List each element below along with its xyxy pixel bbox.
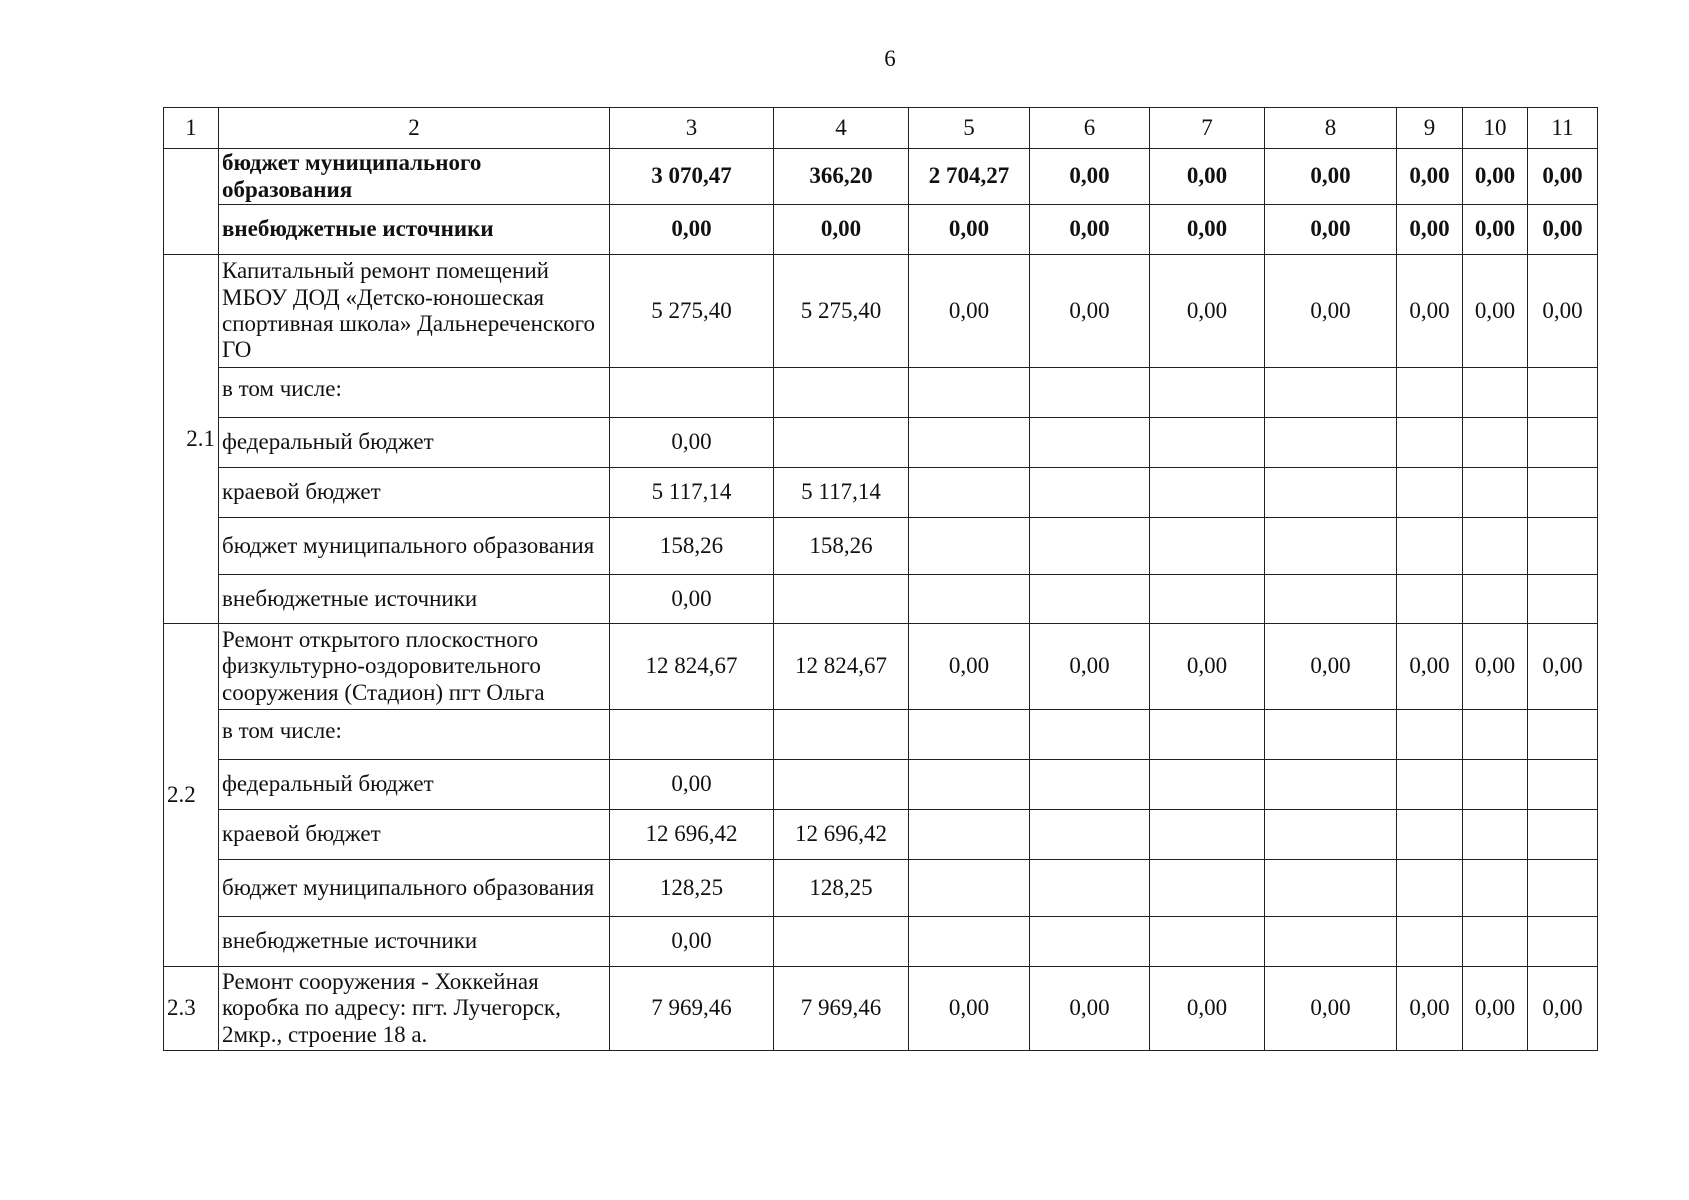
table-row	[164, 468, 1598, 518]
row-label: бюджет муниципального образования	[219, 149, 610, 205]
value-cell: 158,26	[610, 518, 774, 575]
header-cell: 5	[909, 108, 1030, 149]
row-label: внебюджетные источники	[219, 575, 610, 624]
value-cell: 0,00	[610, 418, 774, 468]
row-label: бюджет муниципального образования	[219, 518, 610, 575]
value-cell	[774, 760, 909, 810]
value-cell: 0,00	[909, 624, 1030, 710]
value-cell	[610, 710, 774, 760]
section-title: Ремонт сооружения - Хоккейная коробка по адресу: пгт. Лучегорск, 2мкр., строение 18 а.	[219, 967, 610, 1051]
value-cell: 0,00	[610, 575, 774, 624]
value-cell: 0,00	[1463, 624, 1528, 710]
value-cell: 0,00	[909, 205, 1030, 255]
value-cell	[774, 418, 909, 468]
table-row	[164, 810, 1598, 860]
section-row	[164, 255, 1598, 368]
value-cell: 0,00	[610, 917, 774, 967]
table-row	[164, 418, 1598, 468]
header-cell: 9	[1397, 108, 1463, 149]
value-cell: 0,00	[1528, 255, 1598, 368]
header-cell: 2	[219, 108, 610, 149]
section-index: 2.2	[164, 624, 219, 967]
value-cell: 0,00	[1265, 255, 1397, 368]
value-cell: 0,00	[909, 967, 1030, 1051]
value-cell: 0,00	[1397, 255, 1463, 368]
value-cell: 5 275,40	[774, 255, 909, 368]
value-cell: 0,00	[1150, 624, 1265, 710]
value-cell: 12 824,67	[774, 624, 909, 710]
value-cell: 366,20	[774, 149, 909, 205]
value-cell: 0,00	[1265, 149, 1397, 205]
row-label: краевой бюджет	[219, 468, 610, 518]
table-row	[164, 149, 1598, 205]
value-cell: 0,00	[1397, 149, 1463, 205]
value-cell: 0,00	[1265, 205, 1397, 255]
value-cell: 0,00	[1463, 149, 1528, 205]
table-row	[164, 368, 1598, 418]
value-cell: 0,00	[1030, 149, 1150, 205]
value-cell: 7 969,46	[610, 967, 774, 1051]
value-cell	[610, 368, 774, 418]
section-index: 2.1	[164, 255, 219, 624]
section-row	[164, 967, 1598, 1051]
section-title: Ремонт открытого плоскостного физкультурно-оздоровительного сооружения (Стадион) пгт Ольга	[219, 624, 610, 710]
value-cell: 5 117,14	[610, 468, 774, 518]
value-cell: 0,00	[1528, 149, 1598, 205]
value-cell	[774, 710, 909, 760]
value-cell: 128,25	[610, 860, 774, 917]
value-cell: 0,00	[1150, 255, 1265, 368]
row-label: бюджет муниципального образования	[219, 860, 610, 917]
value-cell: 2 704,27	[909, 149, 1030, 205]
value-cell: 0,00	[909, 255, 1030, 368]
value-cell: 0,00	[1397, 205, 1463, 255]
value-cell: 0,00	[1528, 624, 1598, 710]
table-row	[164, 710, 1598, 760]
row-label: в том числе:	[219, 710, 610, 760]
value-cell: 0,00	[1150, 967, 1265, 1051]
value-cell: 5 275,40	[610, 255, 774, 368]
table-row	[164, 518, 1598, 575]
value-cell: 0,00	[1030, 205, 1150, 255]
value-cell: 0,00	[774, 205, 909, 255]
value-cell: 3 070,47	[610, 149, 774, 205]
value-cell: 7 969,46	[774, 967, 909, 1051]
value-cell	[774, 368, 909, 418]
index-cell	[164, 149, 219, 255]
row-label: федеральный бюджет	[219, 418, 610, 468]
table-row	[164, 860, 1598, 917]
value-cell: 0,00	[1150, 149, 1265, 205]
value-cell	[774, 917, 909, 967]
row-label: в том числе:	[219, 368, 610, 418]
value-cell: 0,00	[1528, 205, 1598, 255]
value-cell: 0,00	[1397, 624, 1463, 710]
value-cell: 12 824,67	[610, 624, 774, 710]
row-label: федеральный бюджет	[219, 760, 610, 810]
value-cell	[774, 575, 909, 624]
header-cell: 1	[164, 108, 219, 149]
table-row	[164, 917, 1598, 967]
header-cell: 8	[1265, 108, 1397, 149]
header-row	[164, 108, 1598, 149]
header-cell: 3	[610, 108, 774, 149]
table-row	[164, 205, 1598, 255]
table-row	[164, 760, 1598, 810]
value-cell: 158,26	[774, 518, 909, 575]
value-cell: 0,00	[1463, 967, 1528, 1051]
row-label: внебюджетные источники	[219, 917, 610, 967]
value-cell: 0,00	[610, 760, 774, 810]
value-cell: 0,00	[1463, 205, 1528, 255]
value-cell: 0,00	[1528, 967, 1598, 1051]
value-cell: 0,00	[610, 205, 774, 255]
value-cell: 12 696,42	[610, 810, 774, 860]
value-cell: 0,00	[1030, 624, 1150, 710]
section-title: Капитальный ремонт помещений МБОУ ДОД «Детско-юношеская спортивная школа» Дальнереченского ГО	[219, 255, 610, 368]
value-cell: 0,00	[1030, 967, 1150, 1051]
value-cell: 0,00	[1265, 967, 1397, 1051]
section-index: 2.3	[164, 967, 219, 1051]
header-cell: 6	[1030, 108, 1150, 149]
table-row	[164, 575, 1598, 624]
value-cell: 0,00	[1397, 967, 1463, 1051]
section-row	[164, 624, 1598, 710]
value-cell: 0,00	[1030, 255, 1150, 368]
row-label: внебюджетные источники	[219, 205, 610, 255]
header-cell: 10	[1463, 108, 1528, 149]
value-cell: 0,00	[1265, 624, 1397, 710]
value-cell: 128,25	[774, 860, 909, 917]
header-cell: 4	[774, 108, 909, 149]
value-cell: 5 117,14	[774, 468, 909, 518]
page-number: 6	[884, 46, 896, 71]
value-cell: 0,00	[1150, 205, 1265, 255]
value-cell: 12 696,42	[774, 810, 909, 860]
budget-table	[163, 107, 1598, 1051]
value-cell: 0,00	[1463, 255, 1528, 368]
header-cell: 7	[1150, 108, 1265, 149]
row-label: краевой бюджет	[219, 810, 610, 860]
header-cell: 11	[1528, 108, 1598, 149]
